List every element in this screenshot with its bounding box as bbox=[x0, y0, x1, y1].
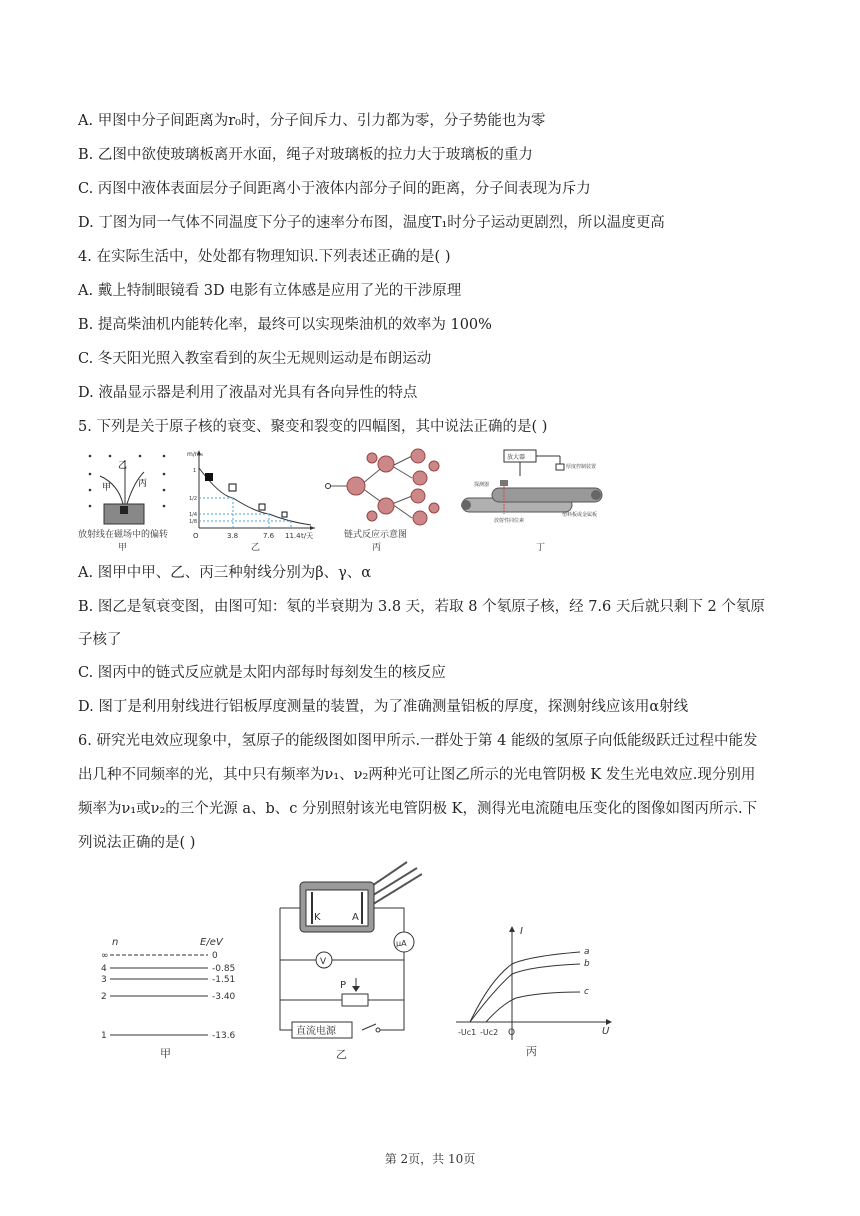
q4-option-c: C. 冬天阳光照入教室看到的灰尘无规则运动是布朗运动 bbox=[78, 351, 432, 367]
curve-c-label: c bbox=[584, 987, 589, 997]
n-header: n bbox=[112, 937, 119, 948]
fig-bing-caption: 链式反应示意图 bbox=[344, 530, 408, 540]
q6-figure-jia bbox=[100, 935, 250, 1065]
q6-stem-1: 6. 研究光电效应现象中，氢原子的能级图如图甲所示.一群处于第 4 能级的氢原子向低能级跃迁过程中能发 bbox=[78, 733, 758, 749]
dc-source-label: 直流电源 bbox=[296, 1026, 336, 1037]
q5-stem: 5. 下列是关于原子核的衰变、聚变和裂变的四幅图，其中说法正确的是( ) bbox=[78, 419, 548, 435]
q3-option-c: C. 丙图中液体表面层分子间距离小于液体内部分子间的距离，分子间表现为斥力 bbox=[78, 181, 591, 197]
q5-option-b-cont: 子核了 bbox=[78, 632, 122, 648]
level-e-inf: 0 bbox=[212, 951, 218, 961]
amplifier-label: 放大器 bbox=[507, 454, 526, 461]
q6-origin-label: O bbox=[508, 1028, 516, 1038]
q6-fig-jia-label: 甲 bbox=[160, 1047, 171, 1060]
x-tick-3-8: 3.8 bbox=[227, 532, 239, 540]
microammeter-label: μA bbox=[396, 939, 407, 948]
voltmeter-label: V bbox=[320, 957, 327, 967]
thickness-control-label: 厚度控制装置 bbox=[566, 464, 597, 470]
axis-u-label: U bbox=[602, 1026, 610, 1037]
q5-figure-ding bbox=[452, 446, 612, 554]
e-header: E/eV bbox=[200, 937, 223, 948]
q5-figure-jia bbox=[78, 446, 178, 554]
ray-label-yi: 乙 bbox=[118, 461, 128, 471]
fig-ding-label: 丁 bbox=[536, 543, 546, 553]
stop-voltage-1: -Uc1 bbox=[458, 1028, 477, 1037]
q3-option-a: A. 甲图中分子间距离为r₀时，分子间斥力、引力都为零，分子势能也为零 bbox=[78, 113, 546, 129]
q5-option-a: A. 图甲中甲、乙、丙三种射线分别为β、γ、α bbox=[78, 565, 372, 581]
cathode-label: K bbox=[314, 912, 321, 923]
y-tick-quarter: 1/4 bbox=[189, 512, 198, 518]
q4-option-b: B. 提高柴油机内能转化率，最终可以实现柴油机的效率为 100% bbox=[78, 317, 492, 333]
q5-option-b: B. 图乙是氡衰变图，由图可知：氡的半衰期为 3.8 天，若取 8 个氡原子核，经 7.6 天后就只剩下 2 个氡原 bbox=[78, 599, 765, 615]
x-axis-unit: t/天 bbox=[301, 532, 314, 540]
detector-label: 探测器 bbox=[474, 482, 490, 488]
level-n-inf: ∞ bbox=[101, 951, 109, 961]
q5-figure-bing bbox=[322, 446, 444, 554]
q5-option-d: D. 图丁是利用射线进行铝板厚度测量的装置，为了准确测量铝板的厚度，探测射线应该用α射线 bbox=[78, 699, 689, 715]
level-n-3: 3 bbox=[101, 975, 107, 985]
q4-option-d: D. 液晶显示器是利用了液晶对光具有各向异性的特点 bbox=[78, 385, 418, 401]
page-footer: 第 2页，共 10页 bbox=[384, 1152, 476, 1166]
q6-figure-bing bbox=[450, 920, 620, 1065]
y-axis-label: m/m₀ bbox=[187, 451, 204, 458]
ray-label-jia: 甲 bbox=[102, 483, 112, 493]
q5-figure-yi bbox=[185, 446, 320, 554]
q6-stem-2: 出几种不同频率的光，其中只有频率为ν₁、ν₂两种光可让图乙所示的光电管阴极 K 发生光电效应.现分别用 bbox=[78, 767, 756, 783]
q6-stem-4: 列说法正确的是( ) bbox=[78, 835, 196, 851]
curve-a-label: a bbox=[584, 947, 590, 957]
q3-option-d: D. 丁图为同一气体不同温度下分子的速率分布图，温度T₁时分子运动更剧烈，所以温度更高 bbox=[78, 215, 665, 231]
q4-stem: 4. 在实际生活中，处处都有物理知识.下列表述正确的是( ) bbox=[78, 249, 451, 265]
level-e-2: -3.40 bbox=[212, 992, 236, 1002]
anode-label: A bbox=[352, 912, 359, 923]
fig-jia-caption: 放射线在磁场中的偏转 bbox=[78, 530, 169, 540]
slider-p-label: P bbox=[340, 980, 347, 991]
fig-bing-label: 丙 bbox=[372, 543, 382, 553]
q6-figure-yi bbox=[272, 860, 422, 1065]
x-tick-11-4: 11.4 bbox=[285, 532, 301, 540]
q3-option-b: B. 乙图中欲使玻璃板离开水面，绳子对玻璃板的拉力大于玻璃板的重力 bbox=[78, 147, 533, 163]
q4-option-a: A. 戴上特制眼镜看 3D 电影有立体感是应用了光的干涉原理 bbox=[78, 283, 462, 299]
isotope-label: 放射性同位素 bbox=[494, 518, 525, 524]
fig-yi-label: 乙 bbox=[251, 543, 261, 553]
curve-b-label: b bbox=[584, 959, 590, 969]
x-tick-7-6: 7.6 bbox=[263, 532, 275, 540]
fig-jia-label: 甲 bbox=[118, 543, 128, 553]
y-tick-eighth: 1/8 bbox=[189, 519, 198, 525]
level-e-4: -0.85 bbox=[212, 964, 236, 974]
y-tick-1: 1 bbox=[193, 468, 197, 474]
level-n-2: 2 bbox=[101, 992, 107, 1002]
ray-label-bing: 丙 bbox=[138, 479, 148, 489]
level-n-1: 1 bbox=[101, 1031, 107, 1041]
axis-i-label: I bbox=[520, 926, 523, 937]
level-e-1: -13.6 bbox=[212, 1031, 236, 1041]
q5-option-c: C. 图丙中的链式反应就是太阳内部每时每刻发生的核反应 bbox=[78, 665, 446, 681]
plate-label: 塑料板或金属板 bbox=[562, 512, 598, 518]
stop-voltage-2: -Uc2 bbox=[480, 1028, 499, 1037]
y-tick-half: 1/2 bbox=[189, 496, 198, 502]
origin-label: O bbox=[193, 532, 199, 540]
q6-fig-bing-label: 丙 bbox=[526, 1045, 537, 1058]
q6-fig-yi-label: 乙 bbox=[336, 1048, 347, 1061]
level-e-3: -1.51 bbox=[212, 975, 236, 985]
q6-stem-3: 频率为ν₁或ν₂的三个光源 a、b、c 分别照射该光电管阴极 K，测得光电流随电压变化的图像如图丙所示.下 bbox=[78, 801, 758, 817]
level-n-4: 4 bbox=[101, 964, 107, 974]
